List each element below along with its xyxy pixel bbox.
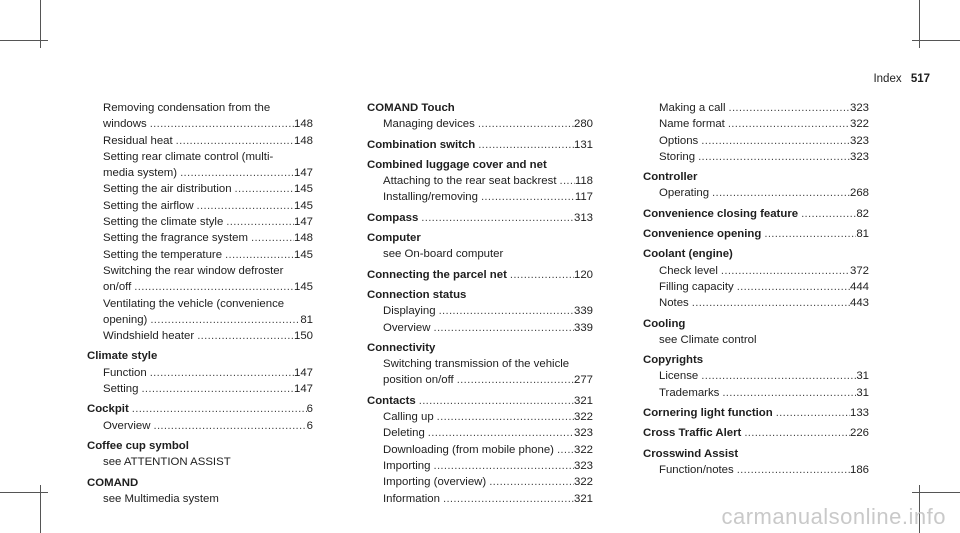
index-subentry bbox=[87, 381, 313, 397]
entry-page-number[interactable]: 321 bbox=[573, 394, 593, 407]
entry-label: Attaching to the rear seat backrest bbox=[383, 175, 557, 188]
index-subentry bbox=[87, 365, 313, 381]
index-heading bbox=[87, 475, 313, 491]
dot-leader bbox=[222, 247, 294, 263]
dot-leader bbox=[486, 474, 574, 490]
index-column-3 bbox=[643, 100, 869, 478]
index-subentry bbox=[87, 133, 313, 149]
index-heading bbox=[87, 348, 313, 364]
entry-page-number[interactable]: 323 bbox=[573, 427, 593, 440]
dot-leader bbox=[734, 279, 850, 295]
dot-leader bbox=[223, 214, 294, 230]
index-heading bbox=[643, 446, 869, 462]
entry-page-number[interactable]: 321 bbox=[573, 492, 593, 505]
entry-label: windows bbox=[103, 118, 147, 131]
dot-leader bbox=[138, 381, 294, 397]
index-subentry bbox=[87, 214, 313, 230]
entry-label: COMAND bbox=[87, 476, 139, 489]
entry-label: Check level bbox=[659, 264, 718, 277]
entry-label: Convenience closing feature bbox=[643, 207, 799, 220]
index-subentry bbox=[367, 474, 593, 490]
entry-label: Downloading (from mobile phone) bbox=[383, 443, 554, 456]
entry-label: Switching the rear window defroster bbox=[103, 264, 284, 277]
entry-label: Cockpit bbox=[87, 403, 129, 416]
index-heading bbox=[643, 352, 869, 368]
dot-leader bbox=[194, 328, 294, 344]
entry-label: Connectivity bbox=[367, 341, 436, 354]
entry-page-number[interactable]: 186 bbox=[849, 463, 869, 476]
entry-label: Cross Traffic Alert bbox=[643, 427, 742, 440]
entry-label: Storing bbox=[659, 150, 696, 163]
dot-leader bbox=[129, 401, 307, 417]
entry-label: Connecting the parcel net bbox=[367, 268, 507, 281]
entry-page-number[interactable]: 31 bbox=[856, 386, 869, 399]
entry-label: Combined luggage cover and net bbox=[367, 158, 547, 171]
entry-page-number[interactable]: 268 bbox=[849, 187, 869, 200]
entry-page-number[interactable]: 31 bbox=[856, 370, 869, 383]
index-heading bbox=[87, 401, 313, 417]
entry-page-number[interactable]: 323 bbox=[573, 459, 593, 472]
entry-page-number[interactable]: 147 bbox=[293, 167, 313, 180]
index-heading bbox=[643, 246, 869, 262]
dot-leader bbox=[425, 425, 574, 441]
index-heading bbox=[643, 169, 869, 185]
entry-label: Deleting bbox=[383, 427, 425, 440]
index-subentry bbox=[367, 372, 593, 388]
index-subentry bbox=[87, 165, 313, 181]
index-column-2 bbox=[367, 100, 593, 507]
entry-page-number[interactable]: 150 bbox=[293, 330, 313, 343]
index-subentry bbox=[87, 263, 313, 279]
index-subentry bbox=[87, 181, 313, 197]
index-subentry bbox=[367, 425, 593, 441]
section-title: Index bbox=[873, 73, 902, 85]
entry-label: Managing devices bbox=[383, 118, 475, 131]
index-subentry bbox=[367, 356, 593, 372]
dot-leader bbox=[798, 206, 856, 222]
index-subentry bbox=[367, 116, 593, 132]
index-heading bbox=[367, 287, 593, 303]
entry-label: Controller bbox=[643, 171, 698, 184]
entry-label: Windshield heater bbox=[103, 330, 195, 343]
dot-leader bbox=[698, 133, 850, 149]
entry-label: Trademarks bbox=[659, 386, 720, 399]
index-subentry bbox=[643, 185, 869, 201]
dot-leader bbox=[150, 418, 306, 434]
entry-label: Convenience opening bbox=[643, 228, 762, 241]
entry-label: Residual heat bbox=[103, 134, 173, 147]
entry-label: Making a call bbox=[659, 102, 726, 114]
entry-page-number[interactable]: 117 bbox=[574, 191, 593, 204]
index-subentry bbox=[643, 100, 869, 116]
dot-leader bbox=[147, 365, 294, 381]
dot-leader bbox=[725, 100, 850, 116]
entry-page-number[interactable]: 145 bbox=[293, 281, 313, 294]
index-subentry bbox=[643, 279, 869, 295]
entry-page-number[interactable]: 322 bbox=[573, 476, 593, 489]
index-heading bbox=[367, 137, 593, 153]
dot-leader bbox=[725, 116, 850, 132]
index-heading bbox=[87, 438, 313, 454]
entry-page-number[interactable]: 226 bbox=[849, 427, 869, 440]
entry-label: see Climate control bbox=[659, 333, 757, 346]
entry-label: Climate style bbox=[87, 350, 158, 363]
index-heading bbox=[643, 425, 869, 441]
dot-leader bbox=[454, 372, 574, 388]
index-subentry bbox=[87, 296, 313, 312]
index-subentry bbox=[367, 173, 593, 189]
dot-leader bbox=[147, 312, 300, 328]
entry-page-number[interactable]: 147 bbox=[293, 366, 313, 379]
entry-page-number[interactable]: 81 bbox=[300, 313, 313, 326]
entry-label: Overview bbox=[103, 419, 151, 432]
entry-label: Function/notes bbox=[659, 463, 734, 476]
entry-page-number[interactable]: 277 bbox=[573, 374, 593, 387]
entry-label: Notes bbox=[659, 297, 689, 310]
index-heading bbox=[367, 157, 593, 173]
dot-leader bbox=[436, 303, 574, 319]
entry-label: Copyrights bbox=[643, 354, 704, 367]
entry-label: position on/off bbox=[383, 374, 454, 387]
dot-leader bbox=[194, 198, 294, 214]
dot-leader bbox=[418, 210, 574, 226]
entry-label: see On-board computer bbox=[383, 248, 504, 261]
index-subentry bbox=[367, 442, 593, 458]
watermark: carmanualsonline.info bbox=[721, 504, 946, 529]
entry-page-number[interactable]: 148 bbox=[293, 118, 313, 131]
entry-label: Overview bbox=[383, 321, 431, 334]
entry-label: opening) bbox=[103, 313, 148, 326]
entry-label: Connection status bbox=[367, 288, 467, 301]
index-subentry bbox=[367, 303, 593, 319]
dot-leader bbox=[709, 185, 850, 201]
index-subentry bbox=[87, 116, 313, 132]
entry-label: License bbox=[659, 370, 699, 383]
index-column-1 bbox=[87, 100, 313, 507]
entry-page-number[interactable]: 280 bbox=[573, 118, 593, 131]
index-heading bbox=[367, 267, 593, 283]
entry-label: Information bbox=[383, 492, 440, 505]
entry-label: Cornering light function bbox=[643, 407, 773, 420]
entry-label: Operating bbox=[659, 187, 710, 200]
entry-page-number[interactable]: 148 bbox=[293, 134, 313, 147]
entry-label: Crosswind Assist bbox=[643, 447, 739, 460]
entry-page-number[interactable]: 444 bbox=[849, 280, 869, 293]
entry-label: on/off bbox=[103, 281, 132, 294]
entry-label: Setting the climate style bbox=[103, 216, 224, 229]
entry-page-number[interactable]: 145 bbox=[293, 199, 313, 212]
entry-page-number[interactable]: 133 bbox=[849, 407, 869, 420]
dot-leader bbox=[232, 181, 294, 197]
crop-mark bbox=[912, 492, 960, 493]
entry-label: Displaying bbox=[383, 305, 436, 318]
index-subentry bbox=[643, 295, 869, 311]
index-heading bbox=[643, 316, 869, 332]
index-subentry bbox=[367, 246, 593, 262]
dot-leader bbox=[507, 267, 574, 283]
dot-leader bbox=[440, 491, 574, 507]
entry-label: Installing/removing bbox=[383, 191, 478, 204]
index-subentry bbox=[643, 462, 869, 478]
index-heading bbox=[367, 100, 593, 116]
dot-leader bbox=[734, 462, 850, 478]
entry-label: Importing bbox=[383, 459, 431, 472]
entry-label: Contacts bbox=[367, 394, 416, 407]
dot-leader bbox=[761, 226, 856, 242]
entry-page-number[interactable]: 443 bbox=[849, 297, 869, 310]
index-subentry bbox=[643, 149, 869, 165]
entry-label: media system) bbox=[103, 167, 178, 180]
entry-label: COMAND Touch bbox=[367, 102, 455, 114]
entry-label: Cooling bbox=[643, 317, 686, 330]
index-subentry bbox=[643, 116, 869, 132]
entry-label: Importing (overview) bbox=[383, 476, 487, 489]
entry-label: see Multimedia system bbox=[103, 492, 219, 505]
crop-mark bbox=[912, 40, 960, 41]
index-subentry bbox=[367, 320, 593, 336]
dot-leader bbox=[177, 165, 294, 181]
entry-label: Combination switch bbox=[367, 138, 476, 151]
index-heading bbox=[367, 340, 593, 356]
entry-label: Setting rear climate control (multi- bbox=[103, 150, 274, 163]
index-subentry bbox=[87, 149, 313, 165]
index-heading bbox=[643, 405, 869, 421]
index-subentry bbox=[87, 247, 313, 263]
index-subentry bbox=[367, 189, 593, 205]
dot-leader bbox=[430, 320, 574, 336]
entry-page-number[interactable]: 322 bbox=[849, 118, 869, 131]
dot-leader bbox=[695, 149, 850, 165]
index-heading bbox=[367, 393, 593, 409]
entry-label: Name format bbox=[659, 118, 725, 131]
index-heading bbox=[643, 226, 869, 242]
crop-mark bbox=[0, 40, 48, 41]
crop-mark bbox=[0, 492, 48, 493]
entry-label: Setting the fragrance system bbox=[103, 232, 248, 245]
index-subentry bbox=[87, 279, 313, 295]
entry-label: Coolant (engine) bbox=[643, 248, 733, 261]
index-heading bbox=[643, 206, 869, 222]
entry-label: Switching transmission of the vehicle bbox=[383, 358, 570, 371]
entry-page-number[interactable]: 339 bbox=[573, 305, 593, 318]
entry-label: Setting the temperature bbox=[103, 248, 223, 261]
dot-leader bbox=[719, 385, 856, 401]
dot-leader bbox=[434, 409, 574, 425]
entry-label: Setting the air distribution bbox=[103, 183, 232, 196]
entry-label: Calling up bbox=[383, 411, 434, 424]
entry-page-number[interactable]: 323 bbox=[849, 134, 869, 147]
dot-leader bbox=[131, 279, 294, 295]
entry-page-number[interactable]: 6 bbox=[306, 403, 313, 416]
index-subentry bbox=[643, 385, 869, 401]
page-header bbox=[873, 73, 930, 85]
entry-page-number[interactable]: 145 bbox=[293, 183, 313, 196]
entry-label: Computer bbox=[367, 232, 421, 245]
page-number: 517 bbox=[910, 73, 930, 85]
entry-page-number[interactable]: 147 bbox=[293, 216, 313, 229]
entry-page-number[interactable]: 131 bbox=[573, 138, 593, 151]
entry-label: Filling capacity bbox=[659, 280, 734, 293]
entry-label: Function bbox=[103, 366, 147, 379]
index-subentry bbox=[87, 312, 313, 328]
dot-leader bbox=[773, 405, 850, 421]
entry-page-number[interactable]: 82 bbox=[856, 207, 869, 220]
index-heading bbox=[367, 210, 593, 226]
dot-leader bbox=[248, 230, 294, 246]
dot-leader bbox=[475, 116, 574, 132]
entry-page-number[interactable]: 81 bbox=[856, 228, 869, 241]
dot-leader bbox=[698, 368, 856, 384]
entry-page-number[interactable]: 339 bbox=[573, 321, 593, 334]
entry-page-number[interactable]: 147 bbox=[293, 383, 313, 396]
dot-leader bbox=[478, 189, 575, 205]
index-subentry bbox=[87, 491, 313, 507]
index-subentry bbox=[87, 230, 313, 246]
entry-label: Compass bbox=[367, 211, 419, 224]
entry-label: Options bbox=[659, 134, 699, 147]
index-heading bbox=[367, 230, 593, 246]
entry-label: see ATTENTION ASSIST bbox=[103, 456, 231, 469]
index-subentry bbox=[367, 491, 593, 507]
dot-leader bbox=[554, 442, 574, 458]
entry-label: Coffee cup symbol bbox=[87, 439, 189, 452]
index-subentry bbox=[87, 418, 313, 434]
index-subentry bbox=[643, 133, 869, 149]
dot-leader bbox=[147, 116, 294, 132]
dot-leader bbox=[689, 295, 850, 311]
entry-page-number[interactable]: 323 bbox=[849, 150, 869, 163]
index-subentry bbox=[643, 368, 869, 384]
index-subentry bbox=[87, 100, 313, 116]
index-subentry bbox=[643, 332, 869, 348]
entry-page-number[interactable]: 372 bbox=[849, 264, 869, 277]
dot-leader bbox=[718, 263, 850, 279]
entry-label: Setting bbox=[103, 383, 139, 396]
entry-page-number[interactable]: 313 bbox=[573, 211, 593, 224]
entry-page-number[interactable]: 322 bbox=[573, 411, 593, 424]
dot-leader bbox=[741, 425, 850, 441]
entry-page-number[interactable]: 118 bbox=[574, 175, 593, 188]
dot-leader bbox=[173, 133, 294, 149]
index-subentry bbox=[367, 409, 593, 425]
entry-page-number[interactable]: 6 bbox=[306, 419, 313, 432]
dot-leader bbox=[416, 393, 574, 409]
entry-page-number[interactable]: 145 bbox=[293, 248, 313, 261]
index-subentry bbox=[87, 328, 313, 344]
entry-label: Setting the airflow bbox=[103, 199, 194, 212]
entry-label: Ventilating the vehicle (convenience bbox=[103, 297, 285, 310]
dot-leader bbox=[430, 458, 574, 474]
index-subentry bbox=[367, 458, 593, 474]
dot-leader bbox=[475, 137, 574, 153]
index-subentry bbox=[643, 263, 869, 279]
entry-label: Removing condensation from the bbox=[103, 102, 271, 114]
index-subentry bbox=[87, 198, 313, 214]
entry-page-number[interactable]: 120 bbox=[573, 268, 593, 281]
dot-leader bbox=[557, 173, 575, 189]
entry-page-number[interactable]: 322 bbox=[573, 443, 593, 456]
entry-page-number[interactable]: 323 bbox=[849, 102, 869, 114]
entry-page-number[interactable]: 148 bbox=[293, 232, 313, 245]
index-subentry bbox=[87, 454, 313, 470]
